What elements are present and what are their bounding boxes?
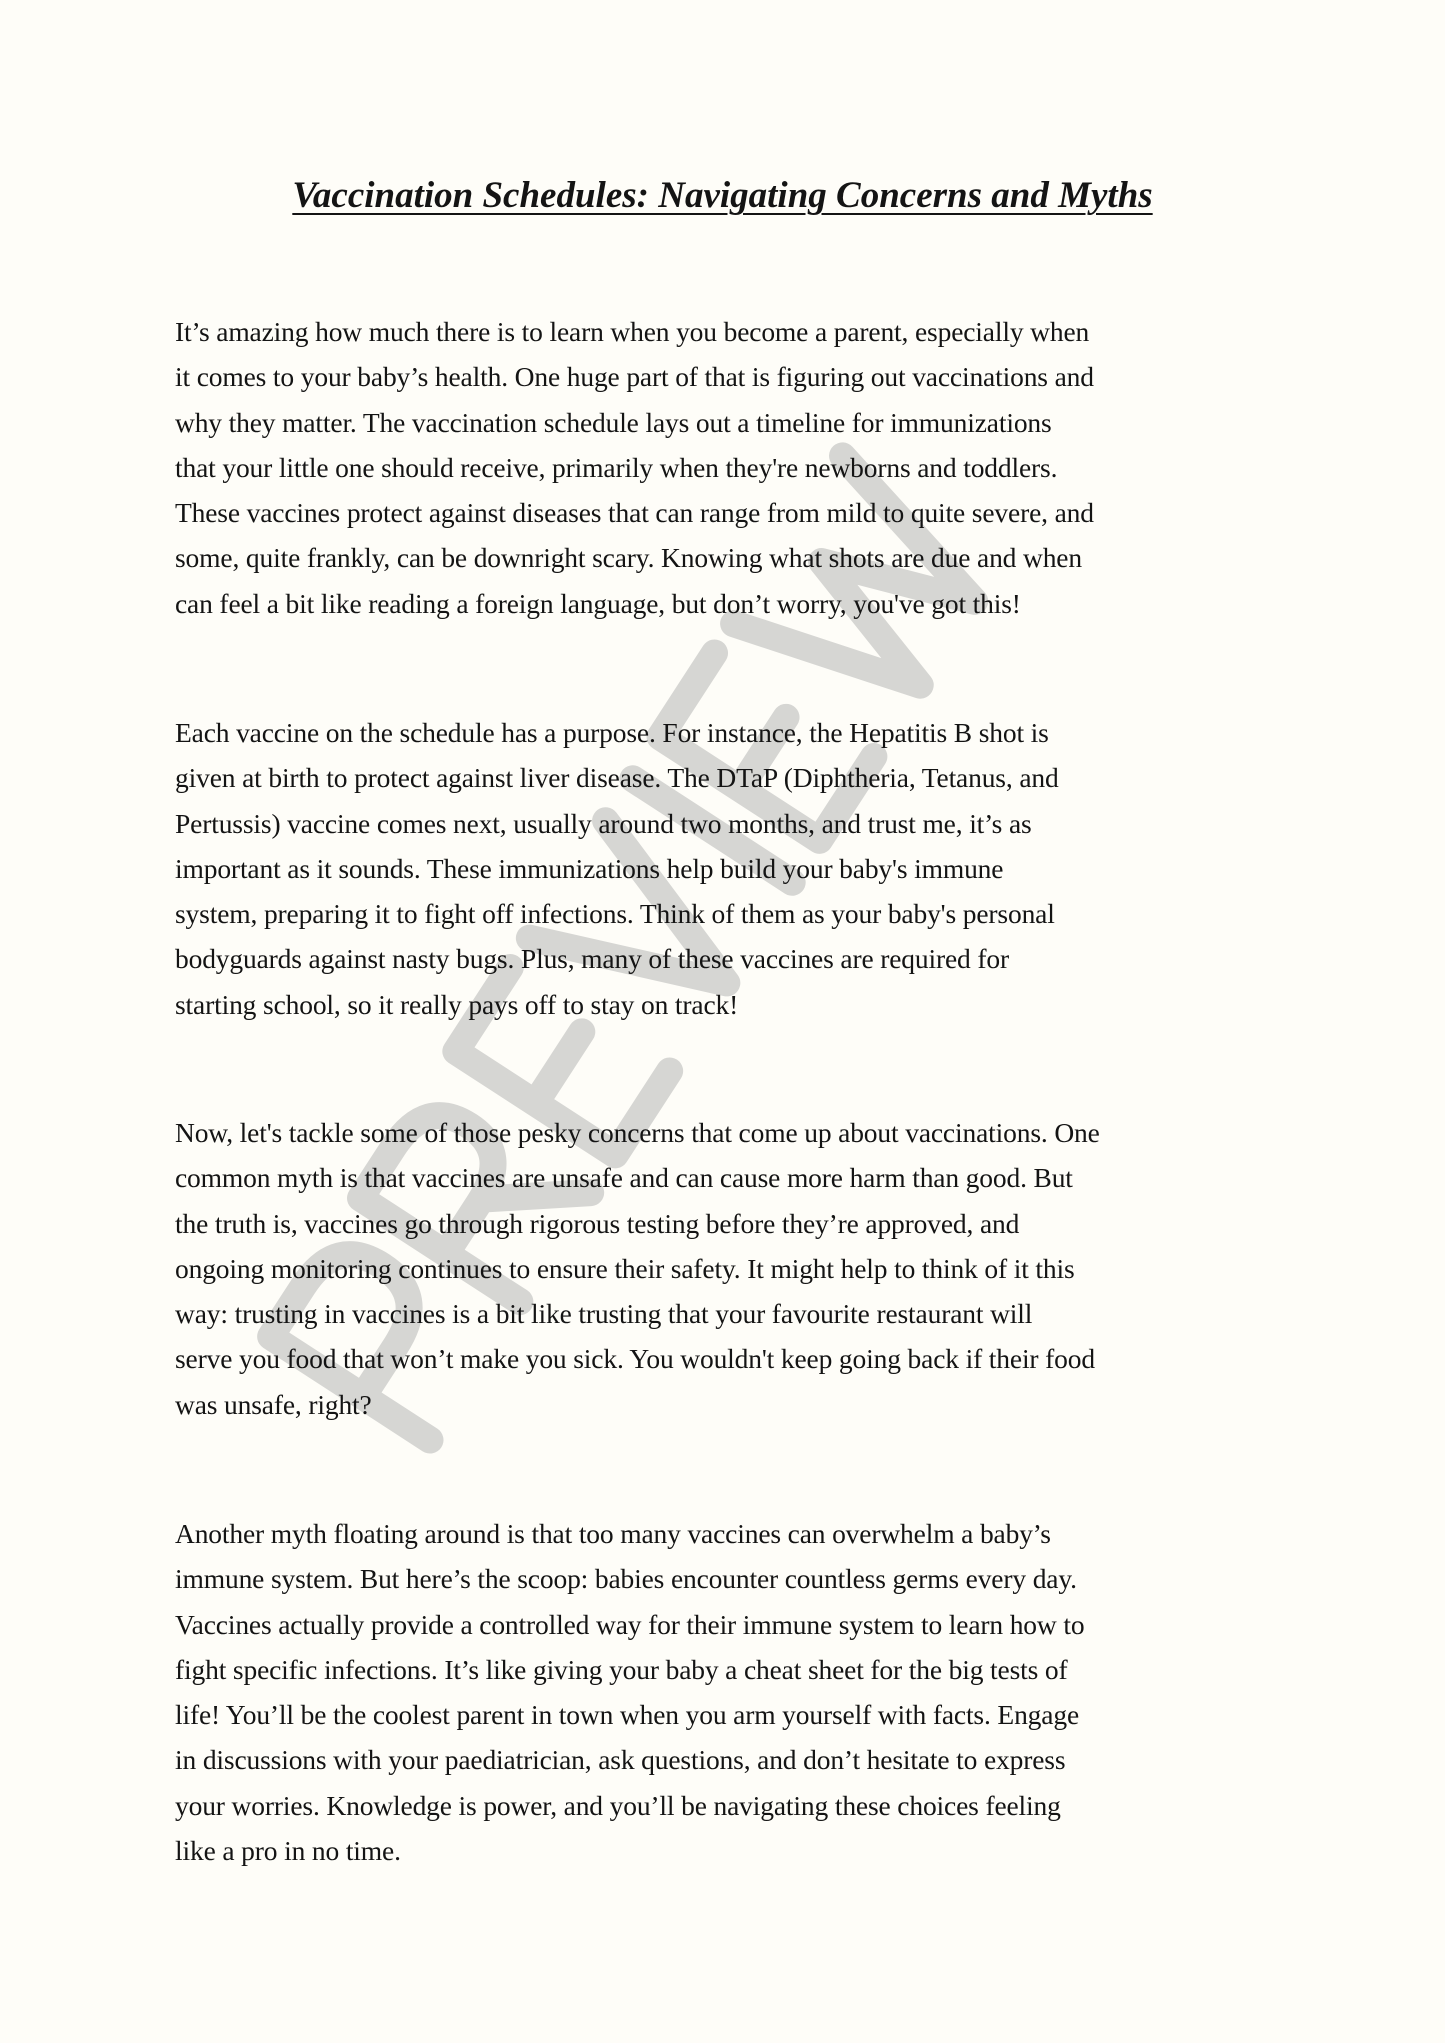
text-line: bodyguards against nasty bugs. Plus, many of these vaccines are required for: [175, 943, 1009, 975]
text-line: Vaccines actually provide a controlled way for their immune system to learn how to: [175, 1608, 1085, 1640]
text-line: your worries. Knowledge is power, and you’ll be navigating these choices feeling: [175, 1789, 1061, 1821]
text-line: life! You’ll be the coolest parent in town when you arm yourself with facts. Engage: [175, 1699, 1079, 1731]
text-line: way: trusting in vaccines is a bit like trusting that your favourite restaurant will: [175, 1298, 1033, 1330]
text-line: These vaccines protect against diseases that can range from mild to quite severe, and: [175, 497, 1094, 529]
document-title: [0, 172, 1445, 220]
text-line: the truth is, vaccines go through rigorous testing before they’re approved, and: [175, 1207, 1020, 1239]
text-line: some, quite frankly, can be downright scary. Knowing what shots are due and when: [175, 542, 1082, 574]
text-line: why they matter. The vaccination schedule lays out a timeline for immunizations: [175, 406, 1052, 438]
text-line: It’s amazing how much there is to learn when you become a parent, especially when: [175, 316, 1090, 347]
text-line: system, preparing it to fight off infections. Think of them as your baby's personal: [175, 898, 1055, 930]
text-line: fight specific infections. It’s like giving your baby a cheat sheet for the big tests of: [175, 1653, 1068, 1685]
text-line: it comes to your baby’s health. One huge part of that is figuring out vaccinations and: [175, 361, 1094, 393]
text-line: Another myth floating around is that too many vaccines can overwhelm a baby’s: [175, 1518, 1051, 1549]
text-line: starting school, so it really pays off to stay on track!: [175, 988, 739, 1020]
text-line: Each vaccine on the schedule has a purpose. For instance, the Hepatitis B shot is: [175, 717, 1049, 748]
text-line: given at birth to protect against liver disease. The DTaP (Diphtheria, Tetanus, and: [175, 762, 1059, 794]
text-line: important as it sounds. These immunizations help build your baby's immune: [175, 852, 1004, 884]
paragraph-3: [175, 1110, 1285, 1427]
text-line: like a pro in no time.: [175, 1835, 401, 1867]
paragraph-1: [175, 309, 1285, 626]
text-line: can feel a bit like reading a foreign language, but don’t worry, you've got this!: [175, 587, 1021, 619]
text-line: serve you food that won’t make you sick. You wouldn't keep going back if their food: [175, 1343, 1095, 1375]
text-line: was unsafe, right?: [175, 1388, 372, 1420]
text-line: common myth is that vaccines are unsafe and can cause more harm than good. But: [175, 1162, 1073, 1194]
paragraph-4: [175, 1511, 1285, 1873]
text-line: immune system. But here’s the scoop: babies encounter countless germs every day.: [175, 1563, 1077, 1595]
paragraph-2: [175, 710, 1285, 1027]
text-line: Now, let's tackle some of those pesky concerns that come up about vaccinations. One: [175, 1117, 1100, 1148]
text-line: in discussions with your paediatrician, ask questions, and don’t hesitate to express: [175, 1744, 1066, 1776]
document-title-text: Vaccination Schedules: Navigating Concerns and Myths: [292, 175, 1153, 216]
text-line: ongoing monitoring continues to ensure their safety. It might help to think of it this: [175, 1252, 1075, 1284]
text-line: that your little one should receive, primarily when they're newborns and toddlers.: [175, 451, 1058, 483]
text-line: Pertussis) vaccine comes next, usually around two months, and trust me, it’s as: [175, 807, 1032, 839]
